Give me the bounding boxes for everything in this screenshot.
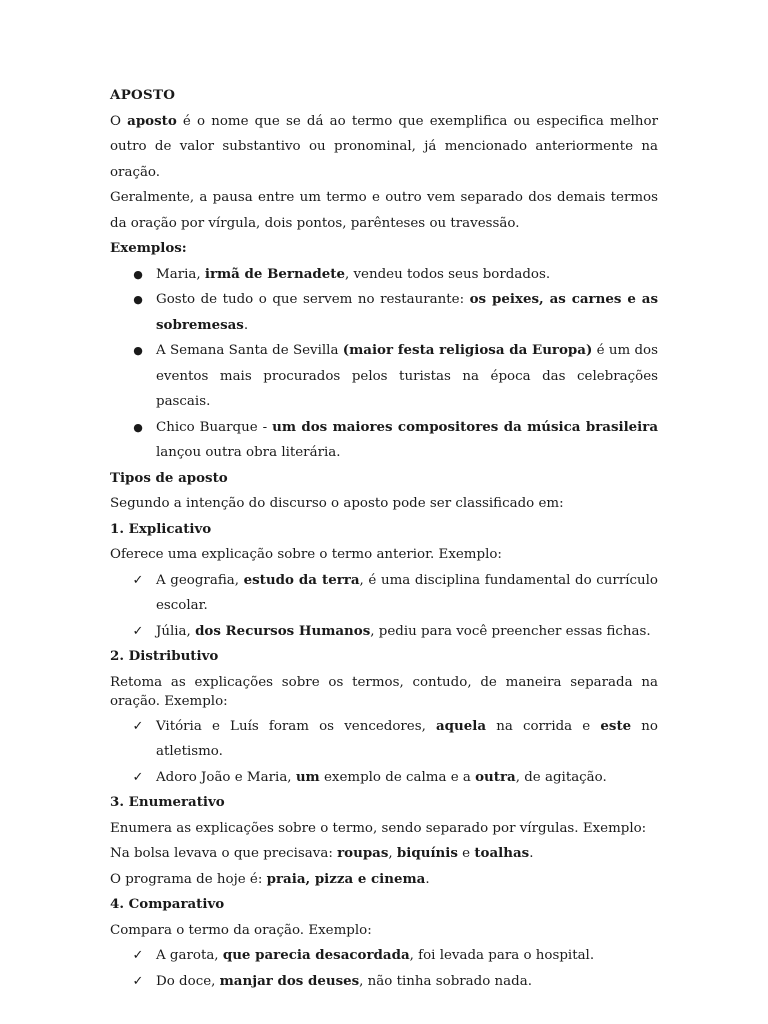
bullet-icon: ● xyxy=(133,293,143,306)
text-run: é um dos eventos mais procurados pelos turistas na época das celebrações pascais. xyxy=(156,343,658,409)
text-run: . xyxy=(529,846,534,861)
examples-list xyxy=(110,262,658,466)
text-run: A Semana Santa de Sevilla xyxy=(156,343,343,358)
list-item xyxy=(110,943,658,969)
bold-term: um xyxy=(295,768,320,785)
list-item xyxy=(110,714,658,765)
bold-term: os peixes, as carnes e as sobremesas xyxy=(156,291,658,333)
bold-term: biquínis xyxy=(396,845,458,861)
enumerativo-example-1 xyxy=(110,841,658,867)
checkmark-icon: ✓ xyxy=(132,973,144,989)
enumerativo-text: Enumera as explicações sobre o termo, sendo separado por vírgulas. Exemplo: xyxy=(110,820,647,836)
bullet-icon: ● xyxy=(133,267,143,281)
enumerativo-example-2 xyxy=(110,867,658,893)
text-run: , vendeu todos seus bordados. xyxy=(344,266,551,282)
checkmark-icon: ✓ xyxy=(132,623,144,639)
text-run: Júlia, xyxy=(156,623,196,639)
list-item xyxy=(110,765,658,791)
bold-term: irmã de Bernadete xyxy=(204,265,345,282)
bullet-icon: ● xyxy=(133,344,143,357)
text-run: , não tinha sobrado nada. xyxy=(359,973,532,989)
text-run: Gosto de tudo o que servem no restaurante: xyxy=(156,292,470,307)
distributivo-heading: 2. Distributivo xyxy=(110,648,219,664)
comparativo-list xyxy=(110,943,658,994)
bold-term: um dos maiores compositores da música brasileira xyxy=(272,418,658,435)
checkmark-icon: ✓ xyxy=(132,718,144,734)
text-run: Vitória e Luís foram os vencedores, xyxy=(156,718,436,734)
bold-term: aquela xyxy=(435,717,487,734)
text-run: Maria, xyxy=(156,266,205,282)
list-item xyxy=(110,287,658,338)
text-run: Adoro João e Maria, xyxy=(156,769,296,785)
bold-term: aposto xyxy=(127,112,177,129)
tipos-heading: Tipos de aposto xyxy=(110,469,228,486)
text-run: , pediu para você preencher essas fichas. xyxy=(370,623,651,639)
explicativo-heading: 1. Explicativo xyxy=(110,520,212,537)
comparativo-text: Compara o termo da oração. Exemplo: xyxy=(110,922,372,938)
text-run: Do doce, xyxy=(156,973,220,989)
explicativo-list xyxy=(110,568,658,645)
text-run: , xyxy=(388,846,397,861)
bold-term: outra xyxy=(475,768,516,785)
text-run: Na bolsa levava o que precisava: xyxy=(110,846,338,861)
text-run: O programa de hoje é: xyxy=(110,871,267,887)
bold-term: manjar dos deuses xyxy=(219,972,360,989)
text-run: Chico Buarque - xyxy=(156,419,273,435)
enumerativo-heading: 3. Enumerativo xyxy=(110,794,225,810)
text-run: e xyxy=(457,846,475,861)
bold-term: toalhas xyxy=(474,845,530,861)
list-item xyxy=(110,415,658,466)
text-run: O xyxy=(110,113,128,129)
bold-term: que parecia desacordada xyxy=(222,947,410,963)
text-run: exemplo de calma e a xyxy=(319,769,476,785)
examples-heading: Exemplos: xyxy=(110,240,187,256)
checkmark-icon: ✓ xyxy=(132,769,144,785)
explicativo-text: Oferece uma explicação sobre o termo anterior. Exemplo: xyxy=(110,547,502,562)
bold-term: praia, pizza e cinema xyxy=(266,870,426,887)
text-run: A geografia, xyxy=(156,572,244,588)
bold-term: este xyxy=(600,717,632,734)
text-run: , é uma disciplina fundamental do currículo escolar. xyxy=(156,572,658,613)
bold-term: estudo da terra xyxy=(243,571,360,588)
text-run: , de agitação. xyxy=(515,769,607,785)
list-item xyxy=(110,619,658,645)
text-run: é o nome que se dá ao termo que exemplifica ou especifica melhor outro de valor substantivo ou pronominal, já mencionado anteriormente na oração. xyxy=(110,113,658,180)
distributivo-list xyxy=(110,714,658,791)
checkmark-icon: ✓ xyxy=(132,948,144,963)
bullet-icon: ● xyxy=(133,420,143,434)
list-item xyxy=(110,969,658,995)
page-title: APOSTO xyxy=(110,87,176,103)
list-item xyxy=(110,262,658,288)
list-item xyxy=(110,568,658,619)
tipos-text: Segundo a intenção do discurso o aposto pode ser classificado em: xyxy=(110,496,564,511)
text-run: A garota, xyxy=(156,948,223,963)
bold-term: dos Recursos Humanos xyxy=(195,622,371,639)
checkmark-icon: ✓ xyxy=(132,572,144,588)
list-item xyxy=(110,338,658,415)
intro-paragraph-2: Geralmente, a pausa entre um termo e outro vem separado dos demais termos da oração por vírgula, dois pontos, parênteses ou travessão. xyxy=(110,190,658,231)
text-run: , foi levada para o hospital. xyxy=(409,948,595,963)
text-run: . xyxy=(425,871,430,887)
intro-paragraph-1 xyxy=(110,109,658,186)
distributivo-text: Retoma as explicações sobre os termos, contudo, de maneira separada na oração. Exemplo: xyxy=(110,674,658,709)
text-run: no atletismo. xyxy=(156,718,658,759)
text-run: . xyxy=(243,317,249,333)
comparativo-heading: 4. Comparativo xyxy=(110,896,225,912)
bold-term: roupas xyxy=(337,845,389,861)
text-run: lançou outra obra literária. xyxy=(156,445,341,460)
text-run: na corrida e xyxy=(486,718,601,734)
bold-term: (maior festa religiosa da Europa) xyxy=(342,342,593,358)
